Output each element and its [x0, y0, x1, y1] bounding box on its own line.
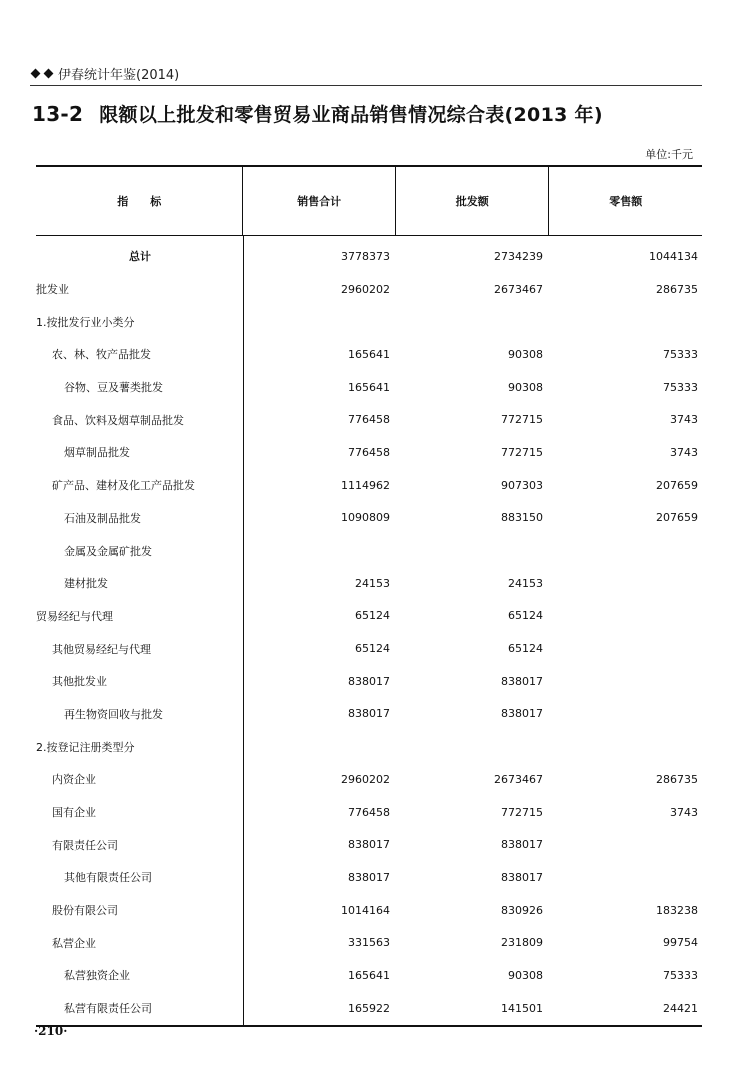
row-label: 其他贸易经纪与代理: [52, 642, 151, 656]
row-label: 总计: [129, 250, 151, 264]
cell-retail: 183238: [656, 903, 698, 917]
cell-retail: 1044134: [649, 249, 698, 263]
column-header-total: 销售合计: [243, 167, 396, 235]
column-header-indicator: 指标: [36, 167, 243, 235]
cell-wholesale: 772715: [501, 413, 543, 427]
cell-wholesale: 65124: [508, 642, 543, 656]
table-row: [36, 861, 702, 894]
table-row: [36, 338, 702, 371]
diamond-icon: [44, 69, 54, 79]
table-body: [36, 236, 702, 1025]
table-row: [36, 371, 702, 404]
row-label: 建材批发: [64, 577, 108, 591]
cell-wholesale: 838017: [501, 870, 543, 884]
row-label: 私营企业: [52, 936, 96, 950]
cell-wholesale: 907303: [501, 478, 543, 492]
row-label: 其他批发业: [52, 675, 107, 689]
row-label: 烟草制品批发: [64, 446, 130, 460]
table-row: [36, 273, 702, 306]
cell-total: 838017: [348, 838, 390, 852]
table-row: [36, 763, 702, 796]
row-label: 再生物资回收与批发: [64, 707, 163, 721]
column-header-retail: 零售额: [609, 195, 643, 208]
running-header: [32, 64, 179, 83]
cell-retail: 75333: [663, 380, 698, 394]
row-label: 矿产品、建材及化工产品批发: [52, 479, 195, 493]
table-row: [36, 959, 702, 992]
cell-wholesale: 141501: [501, 1001, 543, 1015]
cell-wholesale: 2673467: [494, 772, 543, 786]
row-label: 农、林、牧产品批发: [52, 348, 151, 362]
cell-total: 3778373: [341, 249, 390, 263]
row-label: 私营有限责任公司: [64, 1002, 152, 1016]
cell-total: 2960202: [341, 282, 390, 296]
cell-wholesale: 90308: [508, 380, 543, 394]
cell-total: 65124: [355, 642, 390, 656]
cell-wholesale: 838017: [501, 838, 543, 852]
row-label: 批发业: [36, 283, 69, 297]
cell-total: 165641: [348, 380, 390, 394]
table-row: [36, 436, 702, 469]
cell-total: 2960202: [341, 772, 390, 786]
table-row: [36, 894, 702, 927]
table-row: [36, 502, 702, 535]
cell-retail: 75333: [663, 347, 698, 361]
cell-total: 838017: [348, 707, 390, 721]
cell-total: 165922: [348, 1001, 390, 1015]
table-row: [36, 926, 702, 959]
cell-total: 1114962: [341, 478, 390, 492]
table-number: 13-2: [32, 102, 84, 126]
table-title: 限额以上批发和零售贸易业商品销售情况综合表(2013 年): [99, 104, 603, 126]
cell-wholesale: 231809: [501, 936, 543, 950]
row-label: 1.按批发行业小类分: [36, 315, 135, 329]
cell-total: 1014164: [341, 903, 390, 917]
cell-total: 165641: [348, 347, 390, 361]
row-label: 其他有限责任公司: [64, 871, 152, 885]
table-row: [36, 730, 702, 763]
cell-retail: 3743: [670, 805, 698, 819]
table-row: [36, 698, 702, 731]
table-row: [36, 567, 702, 600]
cell-wholesale: 90308: [508, 347, 543, 361]
unit-label: 单位:千元: [645, 148, 693, 161]
cell-wholesale: 838017: [501, 707, 543, 721]
table-row: [36, 403, 702, 436]
cell-total: 1090809: [341, 511, 390, 525]
cell-retail: 207659: [656, 478, 698, 492]
row-label: 食品、饮料及烟草制品批发: [52, 413, 184, 427]
cell-retail: 207659: [656, 511, 698, 525]
row-label: 金属及金属矿批发: [64, 544, 152, 558]
cell-retail: 3743: [670, 445, 698, 459]
row-label: 内资企业: [52, 773, 96, 787]
cell-total: 331563: [348, 936, 390, 950]
row-label: 国有企业: [52, 806, 96, 820]
table-header: [36, 167, 702, 236]
cell-wholesale: 772715: [501, 445, 543, 459]
cell-retail: 24421: [663, 1001, 698, 1015]
table-row: [36, 796, 702, 829]
column-header-wholesale: 批发额: [396, 167, 550, 235]
cell-wholesale: 2734239: [494, 249, 543, 263]
row-label: 股份有限公司: [52, 904, 118, 918]
cell-total: 776458: [348, 413, 390, 427]
cell-total: 838017: [348, 674, 390, 688]
cell-retail: 99754: [663, 936, 698, 950]
cell-total: 776458: [348, 445, 390, 459]
table-row: [36, 469, 702, 502]
table-row: [36, 992, 702, 1025]
row-label: 有限责任公司: [52, 838, 118, 852]
cell-wholesale: 838017: [501, 674, 543, 688]
cell-wholesale: 772715: [501, 805, 543, 819]
table-row: [36, 665, 702, 698]
page-number: ·210·: [34, 1024, 68, 1038]
cell-retail: 286735: [656, 282, 698, 296]
cell-total: 165641: [348, 968, 390, 982]
cell-retail: 3743: [670, 413, 698, 427]
cell-retail: 286735: [656, 772, 698, 786]
table-row: [36, 305, 702, 338]
page-title: [32, 100, 702, 127]
cell-total: 776458: [348, 805, 390, 819]
row-label: 私营独资企业: [64, 969, 130, 983]
table-row: [36, 828, 702, 861]
cell-wholesale: 90308: [508, 968, 543, 982]
cell-wholesale: 830926: [501, 903, 543, 917]
table-row: [36, 240, 702, 273]
cell-wholesale: 24153: [508, 576, 543, 590]
row-label: 谷物、豆及薯类批发: [64, 381, 163, 395]
header-rule: [30, 85, 702, 86]
table-row: [36, 534, 702, 567]
cell-wholesale: 2673467: [494, 282, 543, 296]
data-table: [36, 165, 702, 1027]
table-row: [36, 600, 702, 633]
running-header-text: 伊春统计年鉴(2014): [58, 68, 180, 83]
cell-total: 65124: [355, 609, 390, 623]
row-label: 贸易经纪与代理: [36, 609, 113, 623]
row-label: 2.按登记注册类型分: [36, 740, 135, 754]
table-row: [36, 632, 702, 665]
cell-total: 24153: [355, 576, 390, 590]
row-label: 石油及制品批发: [64, 511, 141, 525]
cell-wholesale: 883150: [501, 511, 543, 525]
cell-retail: 75333: [663, 968, 698, 982]
diamond-icon: [31, 69, 41, 79]
cell-wholesale: 65124: [508, 609, 543, 623]
cell-total: 838017: [348, 870, 390, 884]
table-bottom-rule: [36, 1025, 702, 1027]
